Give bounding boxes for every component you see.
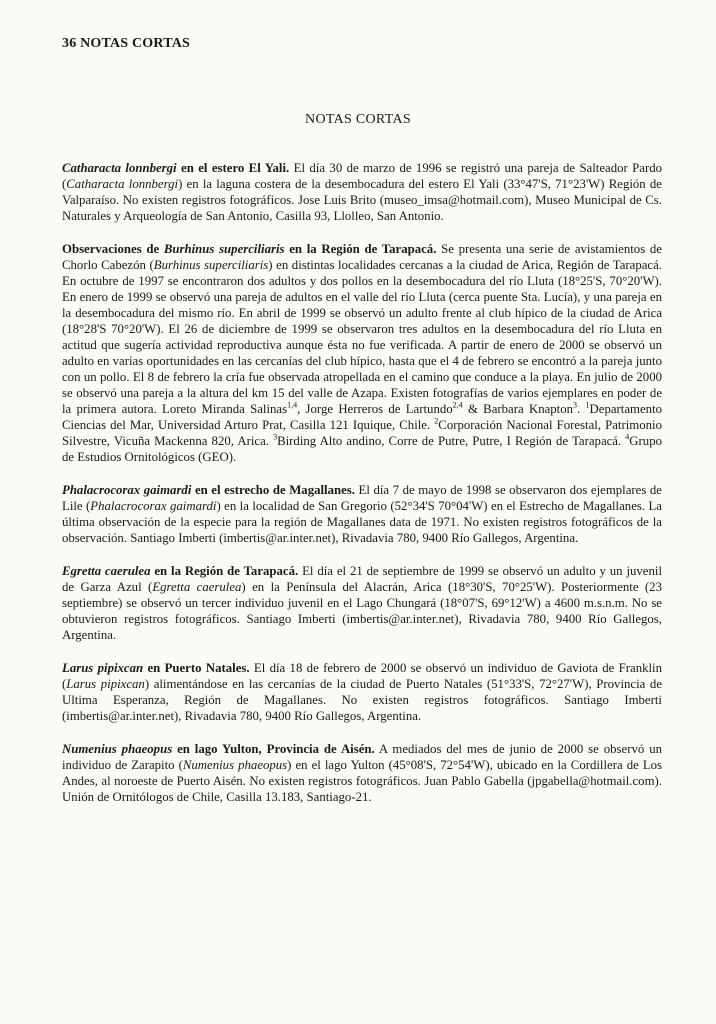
note-text: ) en la Península del Alacrán, Arica (18°30'S, 70°25'W). Posteriormente (23 septiembre) se observó un tercer individuo juvenil en el Lago Chungará (18°07'S, 69°12'W) a 4600 m.s.n.m. No se obtuvieron registros fotográficos. Santiago Imberti (imbertis@ar.inter.net), Rivadavia 780, 9400 Río Gallegos, Argentina. [62, 580, 662, 642]
note-heading [62, 564, 298, 578]
species-name-inline: Burhinus superciliaris [153, 258, 269, 272]
note-heading [62, 742, 375, 756]
heading-prefix: Observaciones de [62, 242, 164, 256]
note-numenius [62, 741, 662, 805]
species-name-inline: Numenius phaeopus [182, 758, 288, 772]
affiliation-marker: 4 [625, 432, 630, 442]
note-text: , Jorge Herreros de Lartundo [297, 402, 453, 416]
heading-location: en la Región de Tarapacá. [284, 242, 437, 256]
note-heading [62, 242, 436, 256]
note-text: El día 7 de mayo de 1998 se observaron dos ejemplares de Lile ( [62, 483, 662, 513]
heading-location: en el estero El Yali. [176, 161, 290, 175]
note-text: & Barbara Knapton [462, 402, 574, 416]
note-larus [62, 660, 662, 724]
note-catharacta [62, 160, 662, 224]
note-text: ) en el lago Yulton (45°08'S, 72°54'W), ubicado en la Cordillera de Los Andes, al noroeste de Puerto Aisén. No existen registros fotográficos. Juan Pablo Gabella (jpgabella@hotmail.com). Unión de Ornitólogos de Chile, Casilla 13.183, Santiago-21. [62, 758, 663, 804]
note-text: A mediados del mes de junio de 2000 se observó un individuo de Zarapito ( [62, 742, 662, 772]
heading-location: en Puerto Natales. [143, 661, 250, 675]
note-heading [62, 161, 289, 175]
affiliation-marker: 1 [585, 400, 590, 410]
species-name-inline: Catharacta lonnbergi [66, 177, 179, 191]
note-text: El día 18 de febrero de 2000 se observó un individuo de Gaviota de Franklin ( [62, 661, 663, 691]
affiliation-marker: 3 [273, 432, 278, 442]
section-title: NOTAS CORTAS [305, 112, 411, 127]
affiliation-text: Birding Alto andino, Corre de Putre, Putre, I Región de Tarapacá. [277, 434, 626, 448]
note-text: ) en distintas localidades cercanas a la ciudad de Arica, Región de Tarapacá. En octubre de 1997 se encontraron dos adultos y dos pollos en la desembocadura del río Lluta (18°25'S, 70°20'W). En enero de 1999 se observó una pareja de adultos en el valle del río Lluta (cerca puente Sta. Lucía), y una pareja en la desembocadura del mismo río. En abril de 1999 se observó un adulto frente al club hípico de la ciudad de Arica (18°28'S 70°20'W). El 26 de diciembre de 1999 se observaron tres adultos en la desembocadura del río Lluta en actitud que sugería actividad reproductiva aunque ésta no fue verificada. A partir de enero de 2000 se observó un adulto en varias oportunidades en las cercanías del club hípico, hasta que el 4 de febrero se encontró a la pareja junto con un pollo. El 8 de febrero la cría fue observada atropellada en el camino que conduce a la playa. En julio de 2000 se observó una pareja a la altura del km 15 del valle de Azapa. Existen fotografías de varios ejemplares en poder de la primera autora. Loreto Miranda Salinas [62, 258, 662, 416]
affiliation-marker: 2,4 [452, 400, 463, 410]
note-text: . [577, 402, 586, 416]
notes-list [62, 160, 662, 822]
affiliation-marker: 2 [434, 416, 439, 426]
note-text: El día el 21 de septiembre de 1999 se observó un adulto y un juvenil de Garza Azul ( [62, 564, 662, 594]
affiliation-text: Corporación Nacional Forestal, Patrimonio Silvestre, Vicuña Mackenna 820, Arica. [62, 418, 662, 448]
heading-location: en lago Yulton, Provincia de Aisén. [172, 742, 375, 756]
note-text: ) alimentándose en las cercanías de la ciudad de Puerto Natales (51°33'S, 72°27'W), Provincia de Ultima Esperanza, Región de Magallanes. No existen registros fotográficos. Santiago Imberti (imbertis@ar.inter.net), Rivadavia 780, 9400 Río Gallegos, Argentina. [62, 677, 662, 723]
note-text: El día 30 de marzo de 1996 se registró una pareja de Salteador Pardo ( [62, 161, 663, 191]
note-burhinus [62, 241, 662, 465]
note-egretta [62, 563, 662, 643]
species-name: Burhinus superciliaris [163, 242, 285, 256]
note-text: Se presenta una serie de avistamientos de Chorlo Cabezón ( [62, 242, 662, 272]
affiliation-text: Departamento Ciencias del Mar, Universidad Arturo Prat, Casilla 121 Iquique, Chile. [62, 402, 663, 432]
running-header: 36 NOTAS CORTAS [62, 36, 191, 51]
species-name: Numenius phaeopus [62, 742, 173, 756]
note-text: ) en la laguna costera de la desembocadura del estero El Yali (33°47'S, 71°23'W) Región de Valparaíso. No existen registros fotográficos. Jose Luis Brito (museo_imsa@hotmail.com), Museo Municipal de Cs. Naturales y Arqueología de San Antonio, Casilla 93, Llolleo, San Antonio. [62, 177, 662, 223]
affiliation-marker: 3 [573, 400, 578, 410]
species-name-inline: Egretta caerulea [152, 580, 242, 594]
species-name: Egretta caerulea [62, 564, 151, 578]
species-name: Catharacta lonnbergi [62, 161, 177, 175]
species-name-inline: Larus pipixcan [66, 677, 145, 691]
species-name: Phalacrocorax gaimardi [62, 483, 192, 497]
affiliation-marker: 1,4 [287, 400, 298, 410]
heading-location: en el estrecho de Magallanes. [191, 483, 355, 497]
affiliation-text: Grupo de Estudios Ornitológicos (GEO). [62, 434, 662, 464]
heading-location: en la Región de Tarapacá. [150, 564, 299, 578]
species-name: Larus pipixcan [62, 661, 144, 675]
note-heading [62, 483, 355, 497]
species-name-inline: Phalacrocorax gaimardi [90, 499, 217, 513]
note-text: ) en la localidad de San Gregorio (52°34'S 70°04'W) en el Estrecho de Magallanes. La última observación de la especie para la región de Magallanes data de 1971. No existen registros fotográficos de la observación. Santiago Imberti (imbertis@ar.inter.net), Rivadavia 780, 9400 Río Gallegos, Argentina. [62, 499, 662, 545]
note-phalacrocorax [62, 482, 662, 546]
note-heading [62, 661, 250, 675]
